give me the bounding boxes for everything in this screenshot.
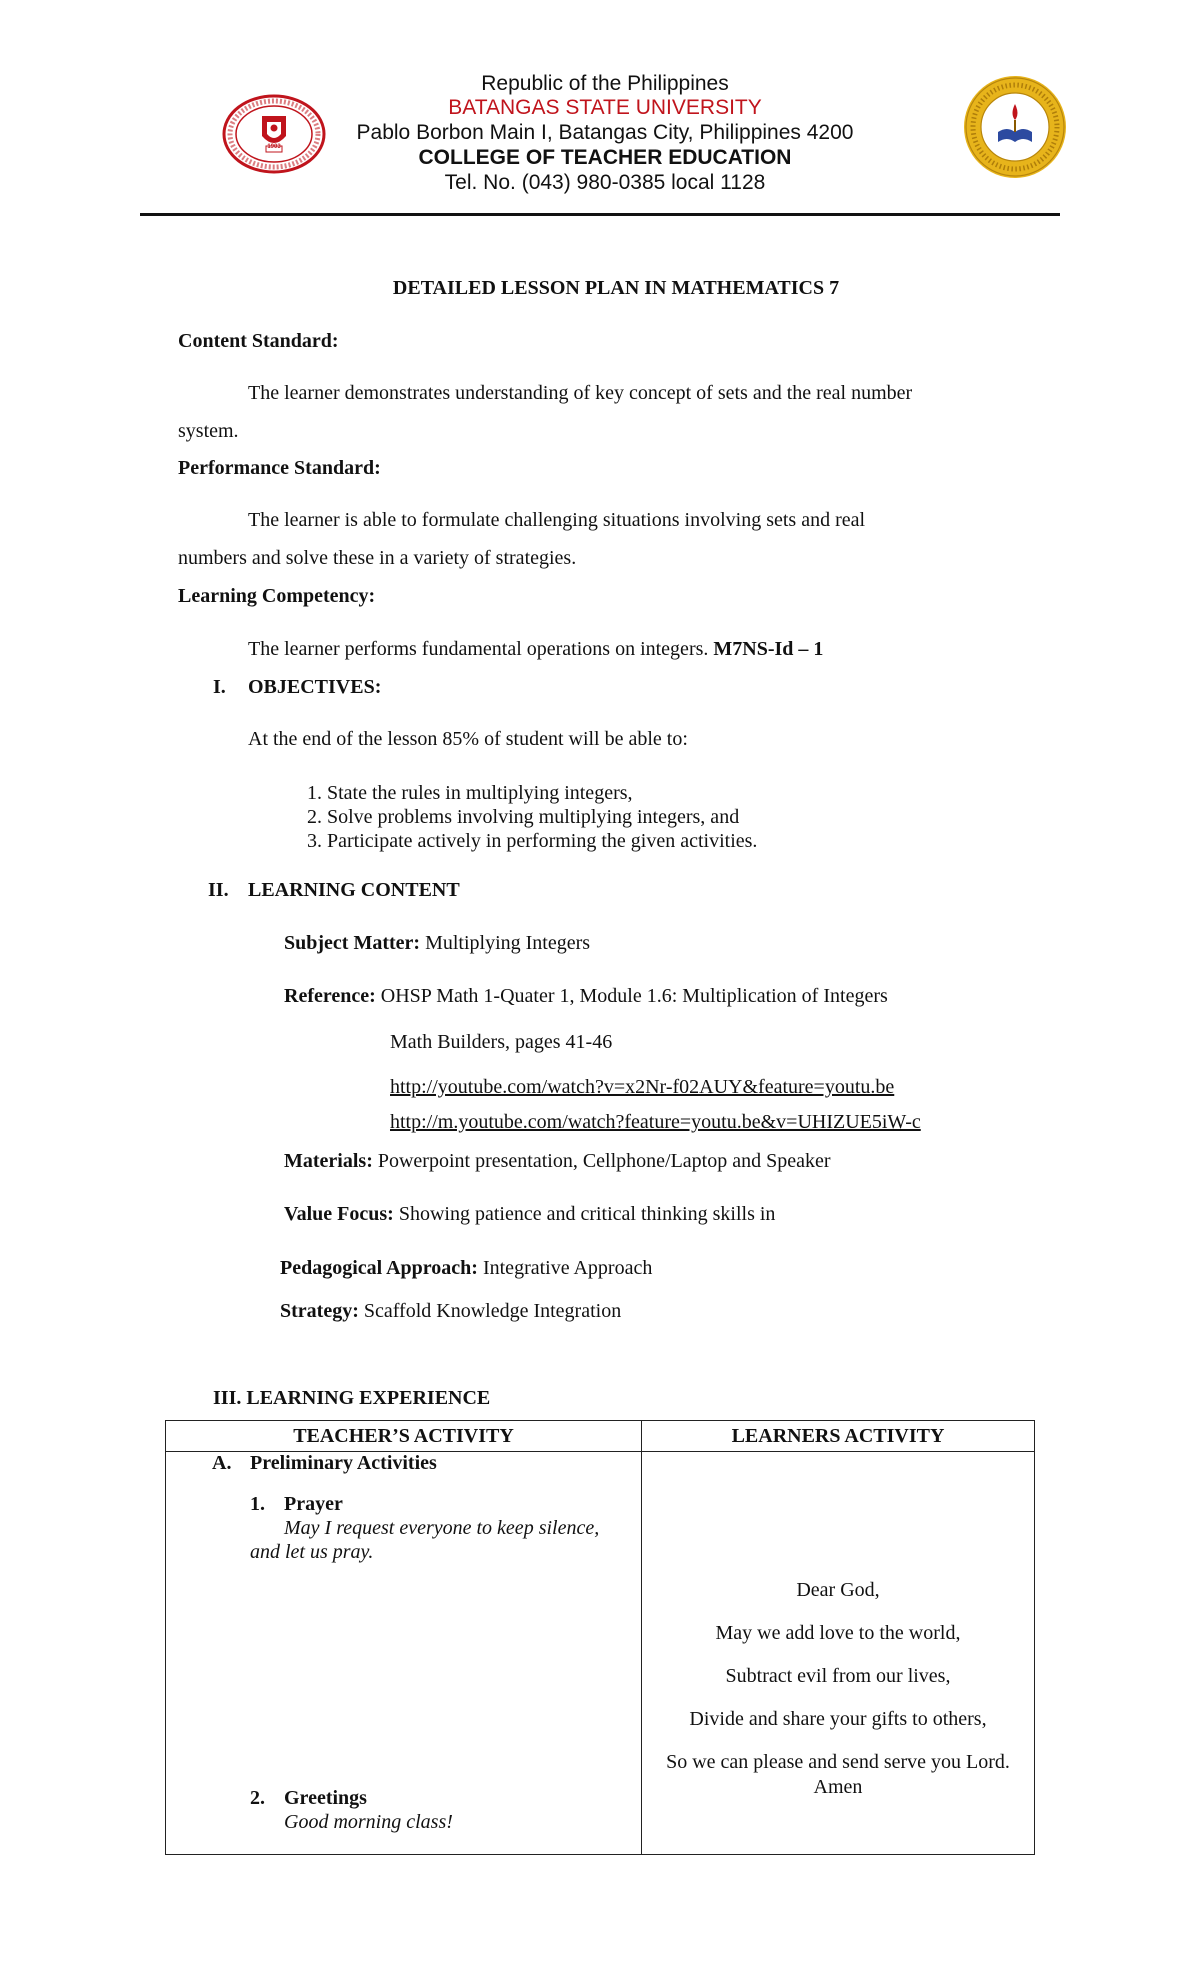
objectives-intro: At the end of the lesson 85% of student will be able to: — [248, 728, 688, 750]
page-title: DETAILED LESSON PLAN IN MATHEMATICS 7 — [392, 277, 840, 299]
learning-content-numeral: II. — [208, 879, 229, 901]
header-divider — [140, 213, 1060, 216]
objective-item-2 — [307, 806, 739, 829]
learner-prayer-line: Subtract evil from our lives, — [725, 1665, 951, 1687]
reference-extra: Math Builders, pages 41-46 — [390, 1031, 613, 1053]
learning-competency-text — [248, 638, 823, 661]
strategy — [280, 1300, 621, 1323]
materials-label: Materials: — [284, 1150, 373, 1172]
value-focus-label: Value Focus: — [284, 1203, 394, 1225]
table-header-row — [166, 1421, 1035, 1452]
objective-item-1 — [307, 782, 633, 805]
objectives-numeral: I. — [213, 676, 226, 698]
header-line-telephone: Tel. No. (043) 980-0385 local 1128 — [444, 171, 766, 194]
subject-matter-value: Multiplying Integers — [425, 932, 591, 954]
learning-competency-heading: Learning Competency: — [178, 585, 376, 607]
reference — [284, 985, 888, 1008]
learner-prayer-line: Dear God, — [796, 1579, 880, 1601]
strategy-label: Strategy: — [280, 1300, 359, 1322]
header-line-address: Pablo Borbon Main I, Batangas City, Philippines 4200 — [356, 121, 854, 144]
cte-seal-icon — [962, 74, 1068, 180]
learner-prayer-line: May we add love to the world, — [715, 1622, 961, 1644]
pedagogical-approach — [280, 1257, 652, 1280]
learning-content-heading: LEARNING CONTENT — [248, 879, 460, 901]
header-line-republic: Republic of the Philippines — [481, 72, 729, 95]
reference-link-2[interactable]: http://m.youtube.com/watch?feature=youtu.be&v=UHIZUE5iW-c — [390, 1111, 921, 1133]
reference-link-1[interactable]: http://youtube.com/watch?v=x2Nr-f02AUY&feature=youtu.be — [390, 1076, 895, 1098]
reference-value: OHSP Math 1-Quater 1, Module 1.6: Multiplication of Integers — [380, 985, 888, 1007]
materials-value: Powerpoint presentation, Cellphone/Laptop and Speaker — [377, 1150, 831, 1172]
learner-prayer-amen: Amen — [813, 1776, 863, 1798]
learners-activity-cell — [642, 1452, 1035, 1855]
objective-number: 1. — [307, 782, 322, 804]
performance-standard-heading: Performance Standard: — [178, 457, 381, 479]
greetings-number: 2. — [250, 1787, 265, 1809]
subject-matter — [284, 932, 590, 955]
strategy-value: Scaffold Knowledge Integration — [363, 1300, 622, 1322]
objective-text: Solve problems involving multiplying integers, and — [327, 806, 740, 828]
performance-standard-text-cont: numbers and solve these in a variety of strategies. — [178, 547, 577, 569]
content-standard-text-cont: system. — [178, 420, 239, 442]
header-line-university: BATANGAS STATE UNIVERSITY — [448, 96, 762, 119]
prayer-instruction: May I request everyone to keep silence, — [284, 1517, 600, 1539]
learner-prayer-line: Divide and share your gifts to others, — [689, 1708, 987, 1730]
pedagogical-approach-label: Pedagogical Approach: — [280, 1257, 478, 1279]
objective-text: Participate actively in performing the given activities. — [327, 830, 758, 852]
header-line-college: COLLEGE OF TEACHER EDUCATION — [418, 146, 792, 169]
objective-number: 3. — [307, 830, 322, 852]
subject-matter-label: Subject Matter: — [284, 932, 421, 954]
competency-code: M7NS-Id – 1 — [713, 638, 824, 660]
value-focus-value: Showing patience and critical thinking skills in — [398, 1203, 776, 1225]
content-standard-text: The learner demonstrates understanding of key concept of sets and the real number — [248, 382, 913, 404]
pedagogical-approach-value: Integrative Approach — [482, 1257, 653, 1279]
value-focus — [284, 1203, 775, 1226]
activity-table — [165, 1420, 1035, 1855]
objective-number: 2. — [307, 806, 322, 828]
reference-label: Reference: — [284, 985, 376, 1007]
objective-text: State the rules in multiplying integers, — [327, 782, 633, 804]
teacher-activity-header: TEACHER’S ACTIVITY — [166, 1421, 642, 1452]
greetings-title: Greetings — [284, 1787, 367, 1809]
prayer-title: Prayer — [284, 1493, 343, 1515]
learning-competency-sentence: The learner performs fundamental operations on integers. — [248, 638, 709, 660]
learner-prayer-line: So we can please and send serve you Lord. — [666, 1751, 1010, 1773]
left-seal-year: 1903 — [267, 144, 281, 150]
objectives-heading: OBJECTIVES: — [248, 676, 382, 698]
section-letter: A. — [212, 1452, 232, 1474]
objective-item-3 — [307, 830, 757, 853]
learners-activity-header: LEARNERS ACTIVITY — [642, 1421, 1035, 1452]
section-title: Preliminary Activities — [250, 1452, 437, 1474]
table-row — [166, 1452, 1035, 1855]
content-standard-heading: Content Standard: — [178, 330, 339, 352]
materials — [284, 1150, 831, 1173]
teacher-activity-cell — [166, 1452, 642, 1855]
greetings-text: Good morning class! — [284, 1811, 453, 1833]
prayer-number: 1. — [250, 1493, 265, 1515]
learning-experience-heading: III. LEARNING EXPERIENCE — [213, 1387, 491, 1409]
performance-standard-text: The learner is able to formulate challenging situations involving sets and real — [248, 509, 866, 531]
prayer-instruction-cont: and let us pray. — [250, 1541, 374, 1563]
